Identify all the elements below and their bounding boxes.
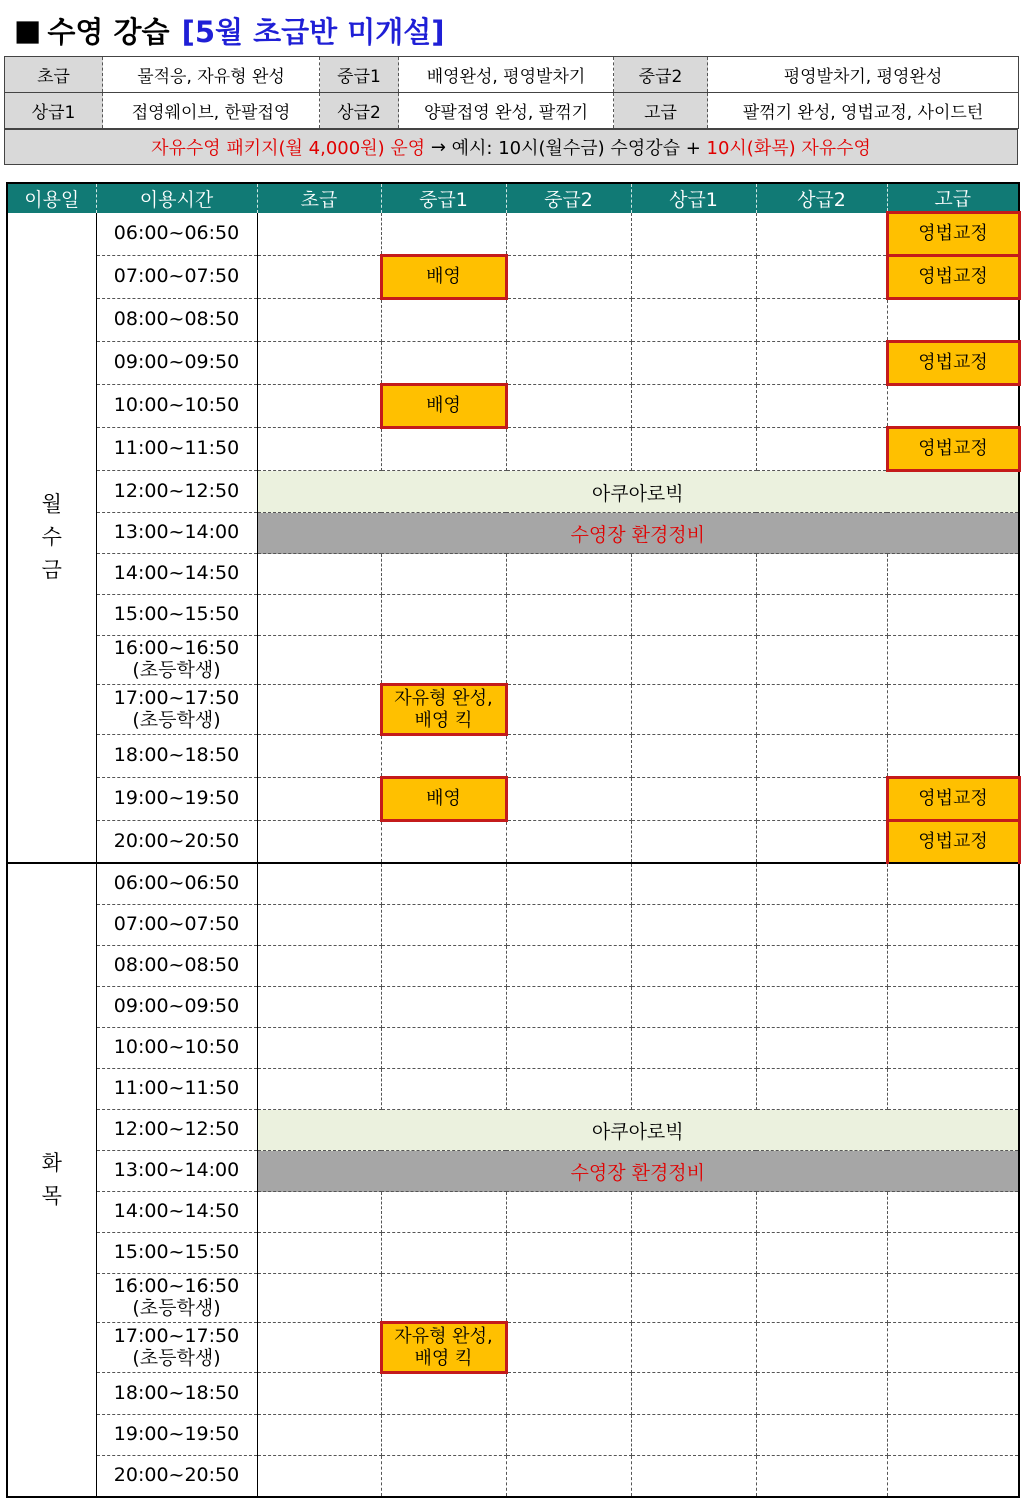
empty-cell	[381, 1192, 506, 1233]
table-row	[7, 636, 1019, 685]
header-time: 이용시간	[96, 183, 257, 213]
level-description: 평영발차기, 평영완성	[708, 57, 1019, 93]
table-row	[7, 946, 1019, 987]
level-description: 물적응, 자유형 완성	[103, 57, 320, 93]
empty-cell	[257, 256, 381, 299]
header-level: 고급	[887, 183, 1019, 213]
time-cell: 12:00~12:50	[96, 1110, 257, 1151]
empty-cell	[887, 1274, 1019, 1323]
table-row	[7, 1274, 1019, 1323]
time-cell	[96, 1274, 257, 1323]
empty-cell	[506, 1028, 631, 1069]
class-slot: 영법교정	[887, 213, 1019, 256]
time-cell: 13:00~14:00	[96, 1151, 257, 1192]
table-row	[7, 1151, 1019, 1192]
time-range: 17:00~17:50	[113, 686, 240, 709]
class-slot: 영법교정	[887, 342, 1019, 385]
day-label-tue-thu	[7, 863, 96, 1497]
day-char: 금	[41, 557, 62, 582]
table-row	[7, 471, 1019, 513]
level-description: 팔꺾기 완성, 영법교정, 사이드턴	[708, 93, 1019, 129]
pool-maintenance-block: 수영장 환경정비	[257, 1151, 1019, 1192]
empty-cell	[257, 554, 381, 595]
schedule-table	[6, 182, 1021, 1498]
empty-cell	[506, 554, 631, 595]
table-row	[7, 513, 1019, 554]
empty-cell	[887, 1456, 1019, 1498]
empty-cell	[756, 256, 887, 299]
table-row	[7, 1192, 1019, 1233]
table-row	[7, 735, 1019, 778]
empty-cell	[257, 1323, 381, 1373]
title-notice: [5월 초급반 미개설]	[181, 14, 445, 49]
day-char: 수	[41, 524, 62, 549]
table-row	[7, 863, 1019, 905]
empty-cell	[756, 778, 887, 821]
time-cell: 14:00~14:50	[96, 1192, 257, 1233]
empty-cell	[257, 863, 381, 905]
pool-maintenance-block: 수영장 환경정비	[257, 513, 1019, 554]
empty-cell	[631, 1028, 756, 1069]
class-slot: 영법교정	[887, 428, 1019, 471]
empty-cell	[506, 1373, 631, 1415]
empty-cell	[381, 946, 506, 987]
empty-cell	[506, 778, 631, 821]
legend-row	[5, 57, 1019, 93]
day-char: 목	[41, 1184, 62, 1208]
empty-cell	[631, 821, 756, 864]
table-row	[7, 1110, 1019, 1151]
time-cell: 13:00~14:00	[96, 513, 257, 554]
time-cell: 08:00~08:50	[96, 946, 257, 987]
empty-cell	[257, 1192, 381, 1233]
slot-line: 배영 킥	[414, 709, 473, 731]
title-main: 수영 강습	[47, 14, 170, 49]
empty-cell	[631, 905, 756, 946]
empty-cell	[631, 1323, 756, 1373]
arrow-icon: →	[425, 136, 452, 158]
empty-cell	[631, 946, 756, 987]
table-row	[7, 1028, 1019, 1069]
empty-cell	[887, 905, 1019, 946]
empty-cell	[257, 946, 381, 987]
header-level: 중급2	[506, 183, 631, 213]
day-label-mon-wed-fri	[7, 213, 96, 864]
empty-cell	[381, 1373, 506, 1415]
empty-cell	[506, 1192, 631, 1233]
empty-cell	[631, 1373, 756, 1415]
class-slot: 영법교정	[887, 778, 1019, 821]
empty-cell	[631, 342, 756, 385]
empty-cell	[506, 863, 631, 905]
empty-cell	[257, 987, 381, 1028]
day-char: 월	[41, 492, 62, 517]
empty-cell	[381, 1415, 506, 1456]
header-level: 중급1	[381, 183, 506, 213]
empty-cell	[631, 595, 756, 636]
empty-cell	[257, 342, 381, 385]
empty-cell	[756, 863, 887, 905]
empty-cell	[756, 1028, 887, 1069]
empty-cell	[257, 1274, 381, 1323]
empty-cell	[506, 905, 631, 946]
time-cell: 18:00~18:50	[96, 735, 257, 778]
empty-cell	[887, 735, 1019, 778]
empty-cell	[257, 1373, 381, 1415]
empty-cell	[756, 554, 887, 595]
empty-cell	[381, 213, 506, 256]
table-row	[7, 1415, 1019, 1456]
empty-cell	[756, 428, 887, 471]
time-cell: 20:00~20:50	[96, 821, 257, 864]
kids-note: (초등학생)	[132, 1346, 221, 1369]
level-name: 상급1	[5, 93, 103, 129]
empty-cell	[631, 256, 756, 299]
table-row	[7, 554, 1019, 595]
header-level: 상급1	[631, 183, 756, 213]
empty-cell	[381, 595, 506, 636]
time-range: 16:00~16:50	[113, 637, 240, 660]
empty-cell	[506, 1233, 631, 1274]
page-title	[14, 8, 445, 52]
empty-cell	[756, 1373, 887, 1415]
day-char: 화	[41, 1151, 62, 1176]
kids-note: (초등학생)	[132, 659, 221, 681]
time-cell: 19:00~19:50	[96, 778, 257, 821]
empty-cell	[631, 1415, 756, 1456]
level-name: 중급2	[614, 57, 708, 93]
empty-cell	[506, 821, 631, 864]
class-slot	[381, 1323, 506, 1373]
empty-cell	[257, 385, 381, 428]
time-cell: 08:00~08:50	[96, 299, 257, 342]
table-row	[7, 299, 1019, 342]
empty-cell	[887, 1069, 1019, 1110]
empty-cell	[506, 213, 631, 256]
square-bullet-icon: ■	[14, 13, 42, 47]
package-notice	[4, 129, 1018, 165]
empty-cell	[506, 595, 631, 636]
slot-line: 자유형 완성,	[394, 687, 493, 709]
empty-cell	[631, 987, 756, 1028]
table-row	[7, 987, 1019, 1028]
empty-cell	[381, 1274, 506, 1323]
class-slot: 배영	[381, 385, 506, 428]
package-offer: 자유수영 패키지(월 4,000원) 운영	[151, 138, 426, 159]
aqua-aerobics-block: 아쿠아로빅	[257, 1110, 1019, 1151]
time-cell: 20:00~20:50	[96, 1456, 257, 1498]
empty-cell	[506, 735, 631, 778]
empty-cell	[756, 685, 887, 735]
schedule-header-row	[7, 183, 1019, 213]
empty-cell	[631, 299, 756, 342]
empty-cell	[506, 299, 631, 342]
empty-cell	[381, 428, 506, 471]
empty-cell	[381, 863, 506, 905]
empty-cell	[381, 636, 506, 685]
empty-cell	[381, 342, 506, 385]
time-cell	[96, 636, 257, 685]
empty-cell	[756, 735, 887, 778]
level-name: 고급	[614, 93, 708, 129]
empty-cell	[887, 385, 1019, 428]
empty-cell	[381, 987, 506, 1028]
empty-cell	[506, 1415, 631, 1456]
time-cell	[96, 685, 257, 735]
class-slot: 영법교정	[887, 821, 1019, 864]
empty-cell	[506, 1456, 631, 1498]
table-row	[7, 1233, 1019, 1274]
empty-cell	[887, 595, 1019, 636]
empty-cell	[257, 735, 381, 778]
empty-cell	[887, 863, 1019, 905]
time-cell: 10:00~10:50	[96, 385, 257, 428]
class-slot: 배영	[381, 256, 506, 299]
empty-cell	[257, 595, 381, 636]
empty-cell	[631, 636, 756, 685]
empty-cell	[631, 385, 756, 428]
empty-cell	[257, 1233, 381, 1274]
empty-cell	[631, 554, 756, 595]
empty-cell	[631, 778, 756, 821]
empty-cell	[887, 1028, 1019, 1069]
empty-cell	[756, 1274, 887, 1323]
time-cell: 07:00~07:50	[96, 256, 257, 299]
empty-cell	[506, 342, 631, 385]
aqua-aerobics-block: 아쿠아로빅	[257, 471, 1019, 513]
empty-cell	[887, 1323, 1019, 1373]
empty-cell	[887, 946, 1019, 987]
empty-cell	[756, 905, 887, 946]
empty-cell	[257, 1456, 381, 1498]
time-range: 17:00~17:50	[113, 1324, 240, 1347]
empty-cell	[506, 385, 631, 428]
empty-cell	[756, 636, 887, 685]
empty-cell	[887, 685, 1019, 735]
legend-row	[5, 93, 1019, 129]
empty-cell	[381, 1233, 506, 1274]
table-row	[7, 595, 1019, 636]
empty-cell	[887, 1233, 1019, 1274]
table-row	[7, 1456, 1019, 1498]
time-cell: 12:00~12:50	[96, 471, 257, 513]
table-row	[7, 821, 1019, 864]
time-cell: 06:00~06:50	[96, 863, 257, 905]
table-row	[7, 428, 1019, 471]
empty-cell	[257, 636, 381, 685]
table-row	[7, 685, 1019, 735]
table-row	[7, 256, 1019, 299]
empty-cell	[887, 1415, 1019, 1456]
time-range: 16:00~16:50	[113, 1275, 240, 1298]
empty-cell	[631, 1192, 756, 1233]
empty-cell	[506, 428, 631, 471]
table-row	[7, 342, 1019, 385]
empty-cell	[257, 299, 381, 342]
time-cell: 11:00~11:50	[96, 428, 257, 471]
empty-cell	[631, 213, 756, 256]
level-name: 중급1	[320, 57, 399, 93]
empty-cell	[756, 987, 887, 1028]
header-level: 초급	[257, 183, 381, 213]
empty-cell	[756, 1069, 887, 1110]
empty-cell	[756, 1456, 887, 1498]
time-cell: 09:00~09:50	[96, 987, 257, 1028]
empty-cell	[257, 821, 381, 864]
package-free-swim: 10시(화목) 자유수영	[706, 138, 871, 159]
empty-cell	[506, 256, 631, 299]
empty-cell	[506, 685, 631, 735]
empty-cell	[506, 1069, 631, 1110]
table-row	[7, 213, 1019, 256]
class-slot: 배영	[381, 778, 506, 821]
empty-cell	[631, 735, 756, 778]
empty-cell	[506, 636, 631, 685]
empty-cell	[887, 554, 1019, 595]
empty-cell	[257, 1069, 381, 1110]
empty-cell	[631, 1274, 756, 1323]
time-cell	[96, 1323, 257, 1373]
time-cell: 15:00~15:50	[96, 595, 257, 636]
empty-cell	[506, 987, 631, 1028]
empty-cell	[257, 905, 381, 946]
empty-cell	[257, 1028, 381, 1069]
empty-cell	[756, 946, 887, 987]
time-cell: 15:00~15:50	[96, 1233, 257, 1274]
header-day: 이용일	[7, 183, 96, 213]
empty-cell	[756, 385, 887, 428]
empty-cell	[631, 1069, 756, 1110]
empty-cell	[381, 821, 506, 864]
class-slot: 영법교정	[887, 256, 1019, 299]
empty-cell	[631, 863, 756, 905]
empty-cell	[631, 428, 756, 471]
time-cell: 19:00~19:50	[96, 1415, 257, 1456]
empty-cell	[887, 299, 1019, 342]
empty-cell	[381, 1456, 506, 1498]
level-description: 배영완성, 평영발차기	[399, 57, 614, 93]
empty-cell	[381, 299, 506, 342]
empty-cell	[756, 299, 887, 342]
time-cell: 10:00~10:50	[96, 1028, 257, 1069]
level-description: 접영웨이브, 한팔접영	[103, 93, 320, 129]
time-cell: 06:00~06:50	[96, 213, 257, 256]
empty-cell	[506, 946, 631, 987]
level-legend-table	[4, 56, 1019, 129]
time-cell: 18:00~18:50	[96, 1373, 257, 1415]
empty-cell	[756, 213, 887, 256]
table-row	[7, 905, 1019, 946]
empty-cell	[631, 1456, 756, 1498]
package-example: 예시: 10시(월수금) 수영강습 +	[451, 138, 707, 159]
empty-cell	[381, 1028, 506, 1069]
empty-cell	[381, 1069, 506, 1110]
level-description: 양팔접영 완성, 팔꺾기	[399, 93, 614, 129]
empty-cell	[887, 1373, 1019, 1415]
header-level: 상급2	[756, 183, 887, 213]
empty-cell	[506, 1323, 631, 1373]
empty-cell	[631, 1233, 756, 1274]
empty-cell	[381, 735, 506, 778]
level-name: 상급2	[320, 93, 399, 129]
empty-cell	[257, 428, 381, 471]
slot-line: 자유형 완성,	[394, 1325, 493, 1347]
empty-cell	[381, 905, 506, 946]
empty-cell	[257, 213, 381, 256]
class-slot	[381, 685, 506, 735]
empty-cell	[887, 636, 1019, 685]
empty-cell	[756, 342, 887, 385]
empty-cell	[257, 1415, 381, 1456]
table-row	[7, 1373, 1019, 1415]
time-cell: 14:00~14:50	[96, 554, 257, 595]
table-row	[7, 1323, 1019, 1373]
empty-cell	[756, 821, 887, 864]
table-row	[7, 1069, 1019, 1110]
empty-cell	[756, 1415, 887, 1456]
empty-cell	[506, 1274, 631, 1323]
empty-cell	[756, 1233, 887, 1274]
empty-cell	[756, 595, 887, 636]
table-row	[7, 778, 1019, 821]
time-cell: 11:00~11:50	[96, 1069, 257, 1110]
empty-cell	[756, 1323, 887, 1373]
time-cell: 07:00~07:50	[96, 905, 257, 946]
empty-cell	[381, 554, 506, 595]
empty-cell	[257, 778, 381, 821]
empty-cell	[631, 685, 756, 735]
slot-line: 배영 킥	[414, 1347, 473, 1369]
level-name: 초급	[5, 57, 103, 93]
time-cell: 09:00~09:50	[96, 342, 257, 385]
empty-cell	[257, 685, 381, 735]
empty-cell	[887, 987, 1019, 1028]
empty-cell	[756, 1192, 887, 1233]
kids-note: (초등학생)	[132, 1297, 221, 1319]
kids-note: (초등학생)	[132, 708, 221, 731]
empty-cell	[887, 1192, 1019, 1233]
table-row	[7, 385, 1019, 428]
